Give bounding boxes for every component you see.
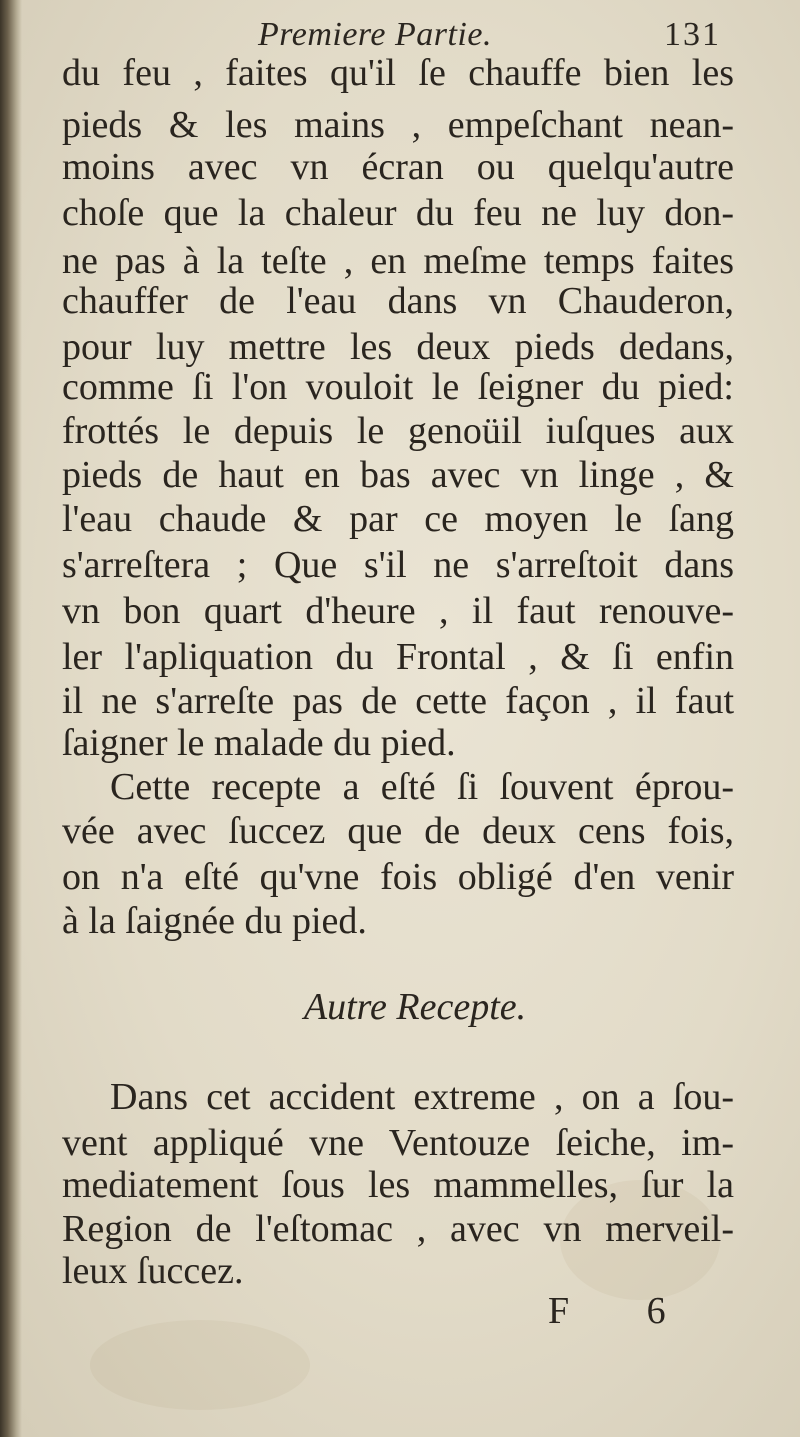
- text-line: du feu , faites qu'il ſe chauffe bien les: [62, 52, 734, 94]
- text-line: s'arreſtera ; Que s'il ne s'arreſtoit dans: [62, 544, 734, 586]
- text-line: frottés le depuis le genoüil iuſques aux: [62, 410, 734, 452]
- text-line: à la ſaignée du pied.: [62, 900, 367, 942]
- text-line: comme ſi l'on vouloit le ſeigner du pied:: [62, 366, 734, 408]
- text-line: Region de l'eſtomac , avec vn merveil-: [62, 1208, 734, 1250]
- text-line: vée avec ſuccez que de deux cens fois,: [62, 810, 734, 852]
- text-line: leux ſuccez.: [62, 1250, 244, 1292]
- text-line: mediatement ſous les mammelles, ſur la: [62, 1164, 734, 1206]
- text-line: l'eau chaude & par ce moyen le ſang: [62, 498, 734, 540]
- text-line: ne pas à la teſte , en meſme temps faites: [62, 240, 734, 282]
- text-line: moins avec vn écran ou quelqu'autre: [62, 146, 734, 188]
- page-number: 131: [664, 16, 721, 53]
- text-line: pieds de haut en bas avec vn linge , &: [62, 454, 734, 496]
- paper-stain: [90, 1320, 310, 1410]
- text-line: Cette recepte a eſté ſi ſouvent éprou-: [110, 766, 734, 808]
- section-heading: Autre Recepte.: [303, 986, 527, 1028]
- running-title: Premiere Partie.: [258, 16, 492, 53]
- text-line: il ne s'arreſte pas de cette façon , il faut: [62, 680, 734, 722]
- signature-mark: F 6: [548, 1290, 700, 1332]
- text-line: vent appliqué vne Ventouze ſeiche, im-: [62, 1122, 734, 1164]
- text-line: pieds & les mains , empeſchant nean-: [62, 104, 734, 146]
- text-line: choſe que la chaleur du feu ne luy don-: [62, 192, 734, 234]
- text-line: on n'a eſté qu'vne fois obligé d'en venir: [62, 856, 734, 898]
- binding-gutter: [0, 0, 22, 1437]
- text-line: ſaigner le malade du pied.: [62, 722, 456, 764]
- text-line: Dans cet accident extreme , on a ſou-: [110, 1076, 734, 1118]
- text-line: vn bon quart d'heure , il faut renouve-: [62, 590, 734, 632]
- text-line: chauffer de l'eau dans vn Chauderon,: [62, 280, 734, 322]
- text-line: pour luy mettre les deux pieds dedans,: [62, 326, 734, 368]
- text-line: ler l'apliquation du Frontal , & ſi enfin: [62, 636, 734, 678]
